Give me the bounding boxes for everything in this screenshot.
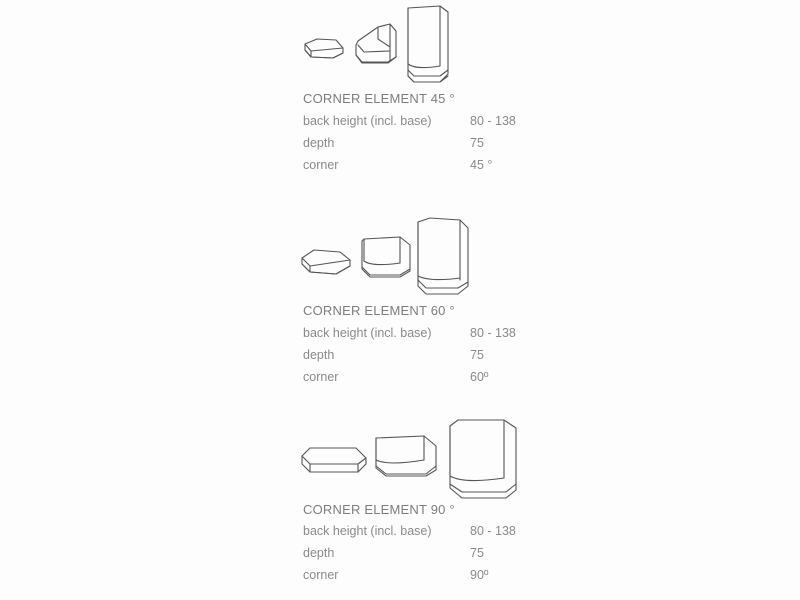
spec-value: 90º: [470, 568, 489, 582]
spec-label: back height (incl. base): [303, 524, 432, 538]
base-element-60-illustration: [300, 248, 354, 278]
spec-label: back height (incl. base): [303, 114, 432, 128]
spec-row-back-height: [303, 524, 603, 544]
spec-row-back-height: [303, 114, 603, 134]
low-back-element-90-illustration: [374, 432, 440, 478]
base-element-90-illustration: [300, 446, 368, 476]
spec-value: 75: [470, 546, 484, 560]
spec-label: depth: [303, 136, 335, 150]
spec-label: corner: [303, 158, 339, 172]
spec-row-depth: [303, 348, 603, 368]
spec-row-back-height: [303, 326, 603, 346]
corner-element-45-illustrations: [0, 4, 800, 94]
base-element-45-illustration: [303, 36, 345, 62]
spec-label: corner: [303, 568, 339, 582]
low-back-element-45-illustration: [354, 21, 400, 65]
section-title: CORNER ELEMENT 45 °: [303, 91, 455, 106]
spec-row-depth: [303, 546, 603, 566]
spec-value: 45 °: [470, 158, 493, 172]
spec-label: depth: [303, 348, 335, 362]
section-title: CORNER ELEMENT 90 °: [303, 502, 455, 517]
spec-label: depth: [303, 546, 335, 560]
spec-value: 60º: [470, 370, 489, 384]
corner-element-90-illustrations: [0, 416, 800, 506]
spec-value: 75: [470, 136, 484, 150]
section-title: CORNER ELEMENT 60 °: [303, 303, 455, 318]
spec-row-corner: [303, 568, 603, 588]
spec-value: 80 - 138: [470, 524, 516, 538]
high-back-element-90-illustration: [448, 418, 520, 500]
spec-value: 80 - 138: [470, 114, 516, 128]
spec-row-depth: [303, 136, 603, 156]
high-back-element-60-illustration: [416, 216, 472, 296]
spec-value: 75: [470, 348, 484, 362]
high-back-element-45-illustration: [406, 4, 452, 84]
low-back-element-60-illustration: [360, 233, 414, 279]
spec-row-corner: [303, 158, 603, 178]
spec-value: 80 - 138: [470, 326, 516, 340]
spec-label: corner: [303, 370, 339, 384]
corner-element-60-illustrations: [0, 216, 800, 306]
spec-row-corner: [303, 370, 603, 390]
spec-label: back height (incl. base): [303, 326, 432, 340]
